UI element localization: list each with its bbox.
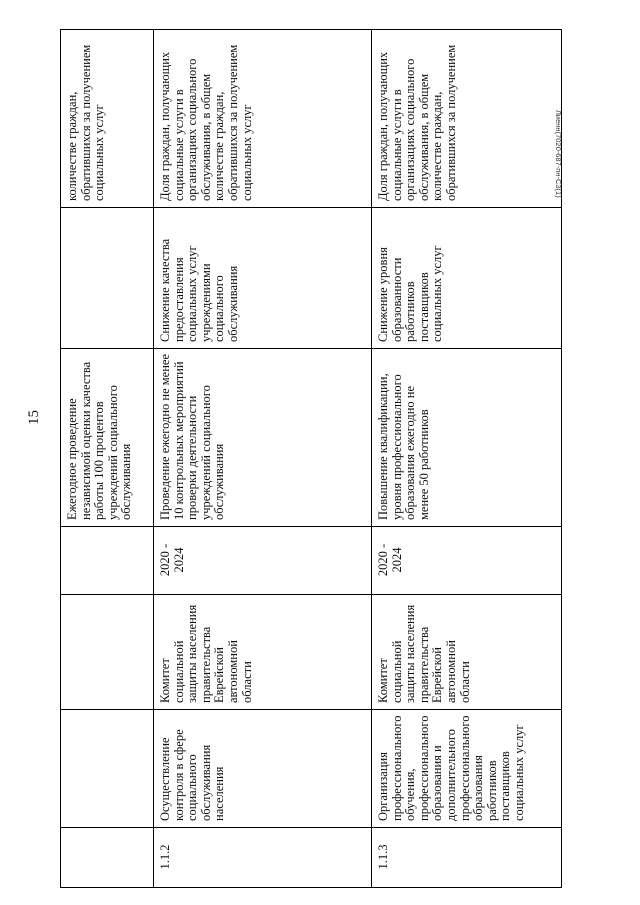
row-number: 1.1.2 xyxy=(154,828,372,888)
program-table xyxy=(60,30,561,888)
related-indicator: Доля граждан, получающих социальные услуги в организациях социального обслуживания, в общем количестве граждан, обратившихся за получением социальных услуг xyxy=(154,30,372,208)
expected-result: Повышение квалификации, уровня профессионального образования ежегодно не менее 50 работников xyxy=(372,349,562,527)
non-implementation-consequence: Снижение уровня образованности работников поставщиков социальных услуг xyxy=(372,208,562,349)
measures-table xyxy=(60,29,562,888)
table-row xyxy=(154,30,372,888)
measure-name: Осуществление контроля в сфере социального обслуживания населения xyxy=(154,710,372,828)
implementation-term xyxy=(61,527,154,595)
implementation-term: 2020 - 2024 xyxy=(372,527,562,595)
measure-name xyxy=(61,710,154,828)
row-number: 1.1.3 xyxy=(372,828,562,888)
table-row xyxy=(372,30,562,888)
executor xyxy=(61,595,154,710)
non-implementation-consequence xyxy=(61,208,154,349)
related-indicator: Доля граждан, получающих социальные услуги в организациях социального обслуживания, в общем количестве граждан, обратившихся за получением xyxy=(372,30,562,208)
non-implementation-consequence: Снижение качества предоставления социальных услуг учреждениями социального обслуживания xyxy=(154,208,372,349)
expected-result: Проведение ежегодно не менее 10 контрольных мероприятий проверки деятельности учреждений социального обслуживания xyxy=(154,349,372,527)
expected-result: Ежегодное проведение независимой оценки качества работы 100 процентов учреждений социального обслуживания xyxy=(61,349,154,527)
page-number: 15 xyxy=(25,409,42,425)
related-indicator: количестве граждан, обратившихся за получением социальных услуг xyxy=(61,30,154,208)
measure-name: Организация профессионального обучения, профессионального образования и дополнительного профессионального образования работников поставщиков социальных услуг xyxy=(372,710,562,828)
executor: Комитет социальной защиты населения правительства Еврейской автономной области xyxy=(154,595,372,710)
implementation-term: 2020 - 2024 xyxy=(154,527,372,595)
executor: Комитет социальной защиты населения правительства Еврейской автономной области xyxy=(372,595,562,710)
table-row xyxy=(61,30,154,888)
document-code: Лиенн(7020-687-пн-С3(1) xyxy=(554,110,563,198)
row-number xyxy=(61,828,154,888)
